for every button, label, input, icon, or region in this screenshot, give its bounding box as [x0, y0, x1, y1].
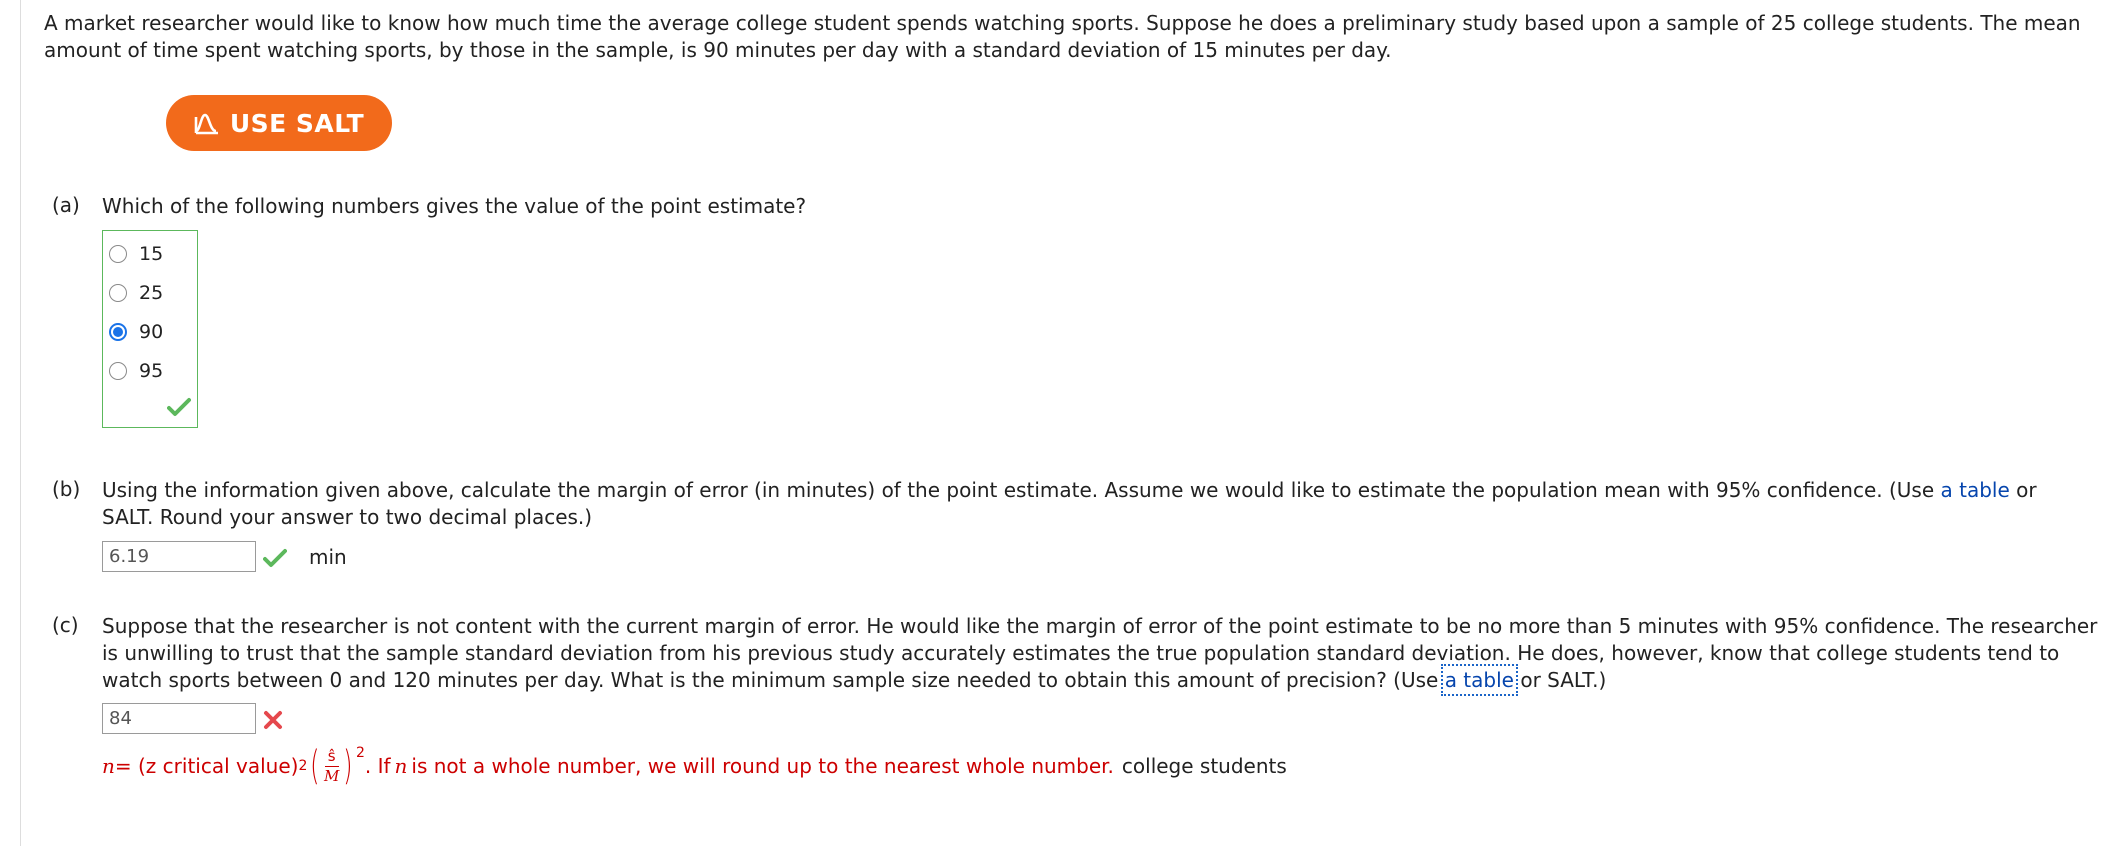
part-a-options — [102, 230, 198, 428]
part-a-question: Which of the following numbers gives the value of the point estimate? — [102, 194, 807, 218]
part-c-question-text: or SALT.) — [1513, 668, 1607, 692]
option-label: 90 — [139, 321, 164, 343]
part-b-question-text: or SALT. Round your answer to two decimal places.) — [102, 478, 2037, 529]
option-label: 15 — [139, 243, 164, 265]
sample-size-input[interactable] — [102, 703, 256, 734]
feedback-text: . If — [364, 754, 391, 778]
option-15[interactable] — [109, 242, 163, 266]
check-icon — [263, 548, 287, 568]
use-salt-button[interactable] — [166, 95, 392, 151]
formula-text: = (z critical value) — [114, 754, 299, 778]
fraction-numerator: ŝ — [325, 749, 339, 767]
feedback-text: is not a whole number, we will round up to the nearest whole number. — [411, 754, 1114, 778]
option-label: 95 — [139, 360, 164, 382]
fraction-denominator: M — [323, 766, 340, 785]
radio-90[interactable] — [109, 323, 127, 341]
part-c-question — [102, 613, 2098, 694]
check-icon — [167, 397, 191, 417]
radio-25[interactable] — [109, 284, 127, 302]
use-salt-label: USE SALT — [229, 108, 365, 138]
option-25[interactable] — [109, 281, 163, 305]
exponent: 2 — [298, 758, 308, 774]
part-c-letter: (c) — [52, 613, 79, 637]
exponent: 2 — [355, 745, 365, 761]
option-95[interactable] — [109, 359, 163, 383]
part-a-letter: (a) — [52, 193, 80, 217]
fraction — [323, 746, 340, 785]
part-b-letter: (b) — [52, 477, 81, 501]
problem-statement: A market researcher would like to know how much time the average college student spends watching sports. Suppose he does a preliminary study based upon a sample of 25 college students. The mean amount of time spent watching sports, by those in the sample, is 90 minutes per day with a standard deviation of 15 minutes per day. — [44, 11, 2081, 62]
minutes-unit: min — [309, 545, 347, 569]
left-paren: ( — [310, 743, 320, 789]
table-link[interactable]: a table — [1444, 668, 1514, 692]
part-b-question-text: Using the information given above, calculate the margin of error (in minutes) of the point estimate. Assume we would like to estimate the population mean with 95% confidence. (Use — [102, 478, 1941, 502]
left-border — [20, 0, 21, 846]
radio-15[interactable] — [109, 245, 127, 263]
feedback-message — [102, 743, 1287, 789]
salt-chart-icon — [194, 111, 220, 135]
n-variable: n — [394, 754, 408, 778]
right-paren: ) — [343, 743, 353, 789]
n-variable: n — [102, 754, 115, 778]
part-b-question — [102, 477, 2092, 531]
college-students-unit: college students — [1121, 754, 1287, 778]
radio-95[interactable] — [109, 362, 127, 380]
option-label: 25 — [139, 282, 164, 304]
option-90[interactable] — [109, 320, 163, 344]
x-icon — [263, 710, 283, 730]
margin-of-error-input[interactable] — [102, 541, 256, 572]
part-c-question-text: Suppose that the researcher is not content with the current margin of error. He would like the margin of error of the point estimate to be no more than 5 minutes with 95% confidence. The researcher is unwilling to trust that the sample standard deviation from his previous study accurately estimates the true population standard deviation. He does, however, know that college students tend to watch sports between 0 and 120 minutes per day. What is the minimum sample size needed to obtain this amount of precision? (Use — [102, 614, 2098, 692]
table-link[interactable]: a table — [1940, 478, 2010, 502]
